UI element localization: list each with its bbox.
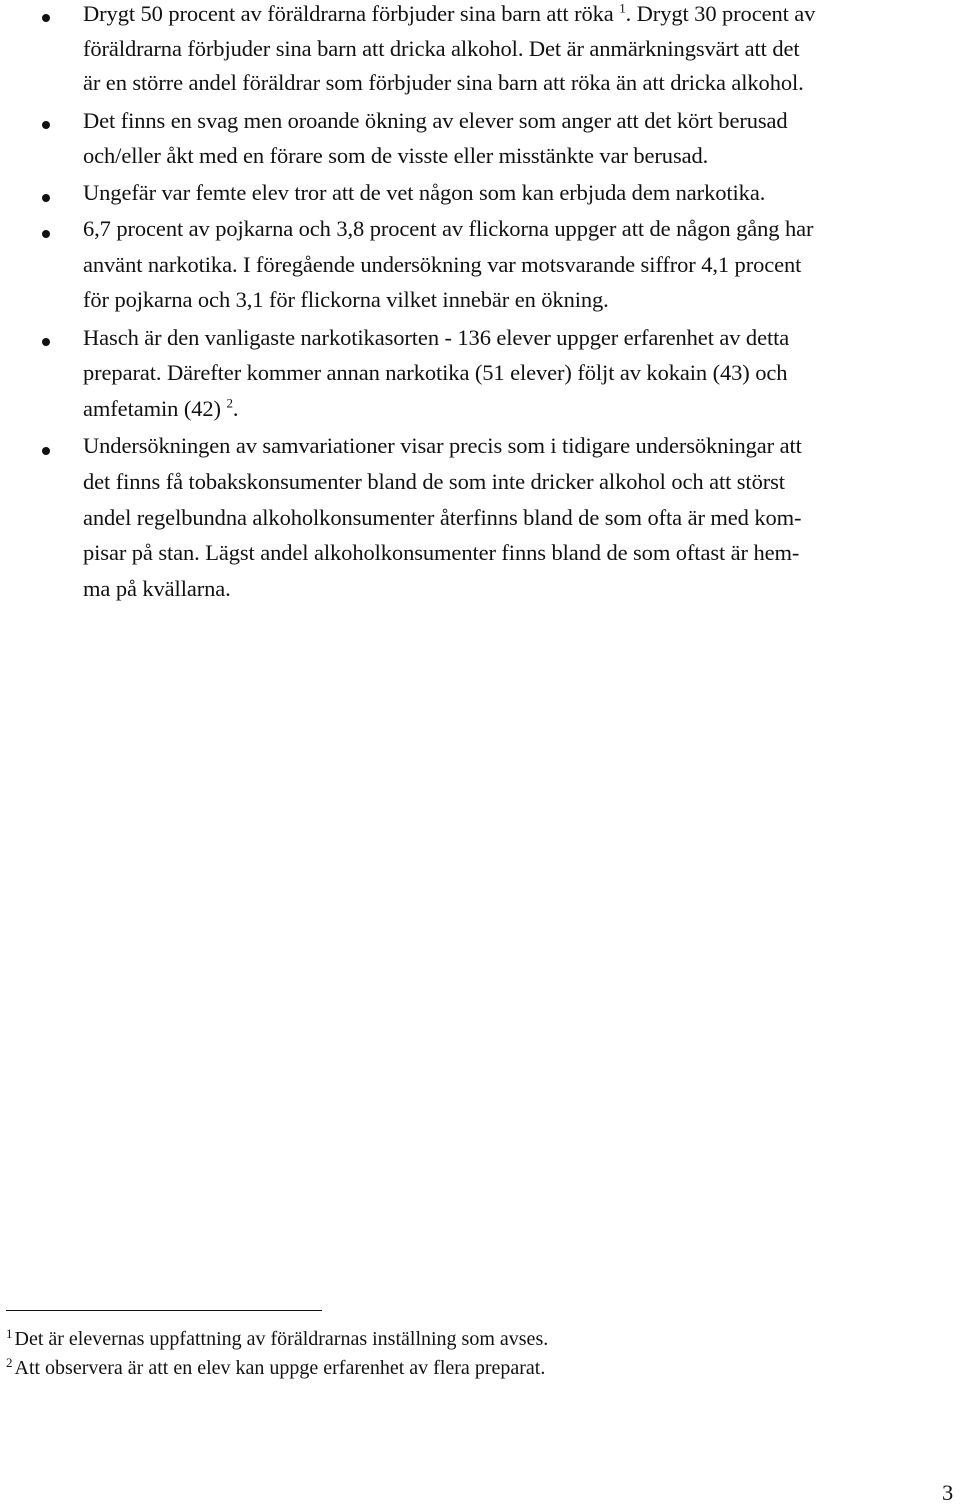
text-run: amfetamin (42) (83, 396, 221, 421)
text-line: det finns få tobakskonsumenter bland de som inte dricker alkohol och att störst (83, 469, 785, 494)
text-line (83, 396, 238, 422)
text-line (83, 1, 815, 27)
text-run: . (232, 396, 239, 421)
text-line: Undersökningen av samvariationer visar precis som i tidigare undersökningar att (83, 433, 802, 458)
text-run: Drygt 50 procent av föräldrarna förbjuder sina barn att röka (83, 1, 614, 26)
text-line: Ungefär var femte elev tror att de vet någon som kan erbjuda dem narkotika. (83, 180, 766, 205)
text-line: Det finns en svag men oroande ökning av elever som anger att det kört berusad (83, 108, 788, 133)
text-line: är en större andel föräldrar som förbjuder sina barn att röka än att dricka alkohol. (83, 70, 804, 95)
text-line: ma på kvällarna. (83, 576, 231, 601)
bullet-dot-icon (42, 121, 50, 129)
text-line: använt narkotika. I föregående undersökning var motsvarande siffror 4,1 procent (83, 252, 802, 277)
footnote-mark: 1 (6, 1326, 13, 1341)
bullet-dot-icon (42, 338, 50, 346)
bullet-dot-icon (42, 230, 50, 238)
text-line: 6,7 procent av pojkarna och 3,8 procent av flickorna uppger att de någon gång har (83, 216, 814, 241)
footnote-text: Att observera är att en elev kan uppge erfarenhet av flera preparat. (14, 1357, 546, 1379)
text-line: föräldrarna förbjuder sina barn att dricka alkohol. Det är anmärkningsvärt att det (83, 36, 800, 61)
bullet-dot-icon (42, 194, 50, 202)
bullet-dot-icon (42, 14, 50, 22)
footnote-separator (6, 1310, 322, 1311)
footnote-2 (6, 1355, 545, 1380)
footnote-ref: 1 (619, 0, 626, 16)
footnote-1 (6, 1326, 548, 1351)
page-number: 3 (942, 1480, 954, 1505)
text-line: Hasch är den vanligaste narkotikasorten - 136 elever uppger erfarenhet av detta (83, 325, 790, 350)
text-line: preparat. Därefter kommer annan narkotika (51 elever) följt av kokain (43) och (83, 360, 788, 385)
footnote-text: Det är elevernas uppfattning av föräldrarnas inställning som avses. (14, 1328, 549, 1350)
text-line: andel regelbundna alkoholkonsumenter återfinns bland de som ofta är med kom- (83, 505, 802, 530)
text-line: och/eller åkt med en förare som de visste eller misstänkte var berusad. (83, 143, 709, 168)
bullet-dot-icon (42, 447, 50, 455)
text-line: för pojkarna och 3,1 för flickorna vilket innebär en ökning. (83, 287, 609, 312)
footnote-mark: 2 (6, 1355, 13, 1370)
text-run: . Drygt 30 procent av (625, 1, 816, 26)
footnote-ref: 2 (226, 395, 233, 411)
text-line: pisar på stan. Lägst andel alkoholkonsumenter finns bland de som oftast är hem- (83, 540, 800, 565)
